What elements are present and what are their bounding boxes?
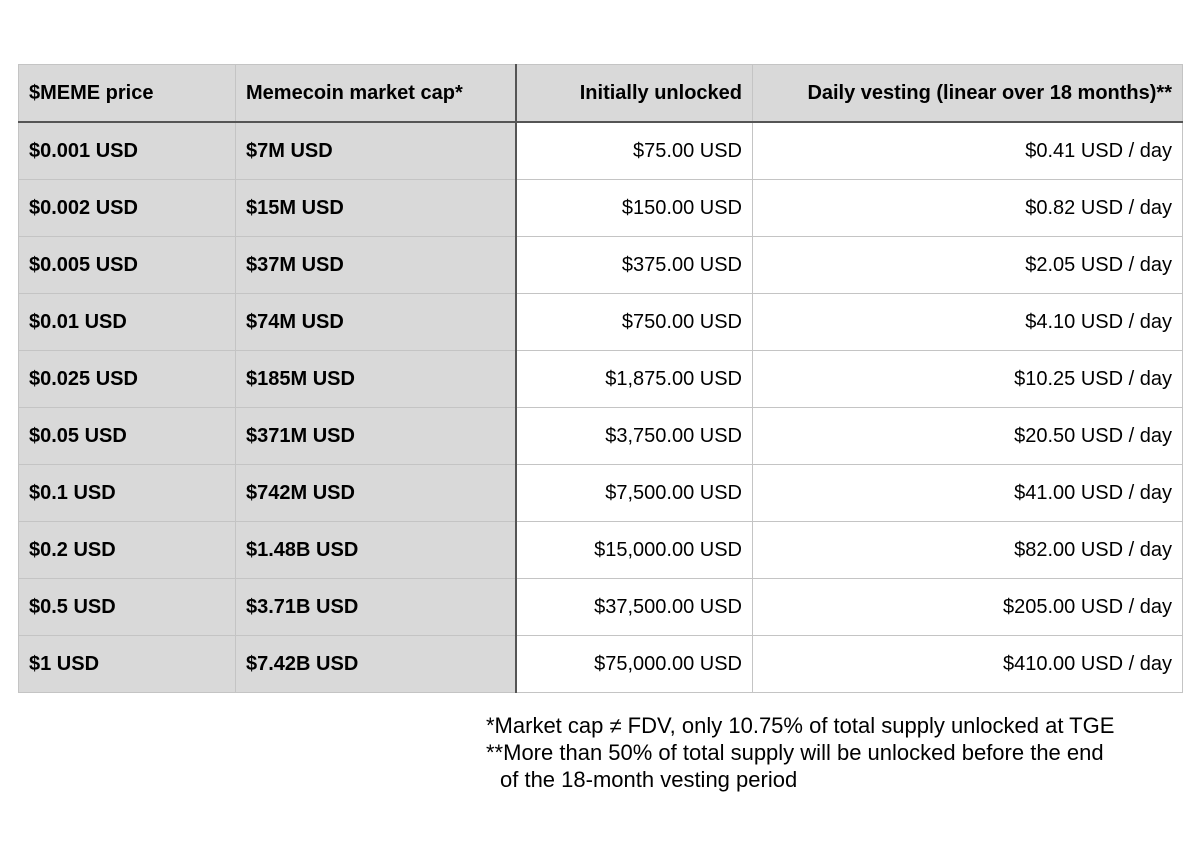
cell-market-cap: $37M USD <box>236 237 516 294</box>
cell-initially-unlocked: $750.00 USD <box>516 294 753 351</box>
table-header-row <box>19 65 1183 123</box>
cell-daily-vesting: $41.00 USD / day <box>753 465 1183 522</box>
cell-market-cap: $371M USD <box>236 408 516 465</box>
cell-initially-unlocked: $3,750.00 USD <box>516 408 753 465</box>
cell-price: $0.005 USD <box>19 237 236 294</box>
cell-market-cap: $15M USD <box>236 180 516 237</box>
cell-initially-unlocked: $75.00 USD <box>516 122 753 180</box>
table-row <box>19 465 1183 522</box>
footnote-vesting-line1: **More than 50% of total supply will be unlocked before the end <box>486 740 1104 765</box>
cell-daily-vesting: $20.50 USD / day <box>753 408 1183 465</box>
cell-initially-unlocked: $150.00 USD <box>516 180 753 237</box>
cell-daily-vesting: $0.82 USD / day <box>753 180 1183 237</box>
table-row <box>19 636 1183 693</box>
cell-price: $0.01 USD <box>19 294 236 351</box>
footnote-vesting-line2: of the 18-month vesting period <box>500 767 798 792</box>
cell-market-cap: $742M USD <box>236 465 516 522</box>
table-row <box>19 122 1183 180</box>
cell-market-cap: $1.48B USD <box>236 522 516 579</box>
cell-price: $0.1 USD <box>19 465 236 522</box>
table-row <box>19 579 1183 636</box>
footnotes <box>486 712 1186 793</box>
table-row <box>19 294 1183 351</box>
cell-market-cap: $7M USD <box>236 122 516 180</box>
table-row <box>19 351 1183 408</box>
cell-market-cap: $74M USD <box>236 294 516 351</box>
cell-price: $0.2 USD <box>19 522 236 579</box>
cell-price: $1 USD <box>19 636 236 693</box>
cell-initially-unlocked: $375.00 USD <box>516 237 753 294</box>
vesting-table-container <box>18 64 1182 693</box>
cell-price: $0.05 USD <box>19 408 236 465</box>
cell-initially-unlocked: $75,000.00 USD <box>516 636 753 693</box>
table-row <box>19 522 1183 579</box>
table-row <box>19 237 1183 294</box>
header-market-cap: Memecoin market cap* <box>236 65 516 123</box>
header-meme-price: $MEME price <box>19 65 236 123</box>
cell-initially-unlocked: $15,000.00 USD <box>516 522 753 579</box>
cell-initially-unlocked: $37,500.00 USD <box>516 579 753 636</box>
cell-market-cap: $7.42B USD <box>236 636 516 693</box>
cell-daily-vesting: $4.10 USD / day <box>753 294 1183 351</box>
table-row <box>19 408 1183 465</box>
cell-market-cap: $3.71B USD <box>236 579 516 636</box>
cell-daily-vesting: $2.05 USD / day <box>753 237 1183 294</box>
cell-daily-vesting: $0.41 USD / day <box>753 122 1183 180</box>
cell-daily-vesting: $82.00 USD / day <box>753 522 1183 579</box>
cell-initially-unlocked: $7,500.00 USD <box>516 465 753 522</box>
cell-daily-vesting: $10.25 USD / day <box>753 351 1183 408</box>
vesting-table <box>18 64 1183 693</box>
cell-initially-unlocked: $1,875.00 USD <box>516 351 753 408</box>
cell-daily-vesting: $205.00 USD / day <box>753 579 1183 636</box>
footnote-market-cap: *Market cap ≠ FDV, only 10.75% of total supply unlocked at TGE <box>486 713 1115 738</box>
cell-daily-vesting: $410.00 USD / day <box>753 636 1183 693</box>
cell-market-cap: $185M USD <box>236 351 516 408</box>
cell-price: $0.025 USD <box>19 351 236 408</box>
header-daily-vesting: Daily vesting (linear over 18 months)** <box>753 65 1183 123</box>
cell-price: $0.5 USD <box>19 579 236 636</box>
table-row <box>19 180 1183 237</box>
header-initially-unlocked: Initially unlocked <box>516 65 753 123</box>
cell-price: $0.002 USD <box>19 180 236 237</box>
cell-price: $0.001 USD <box>19 122 236 180</box>
